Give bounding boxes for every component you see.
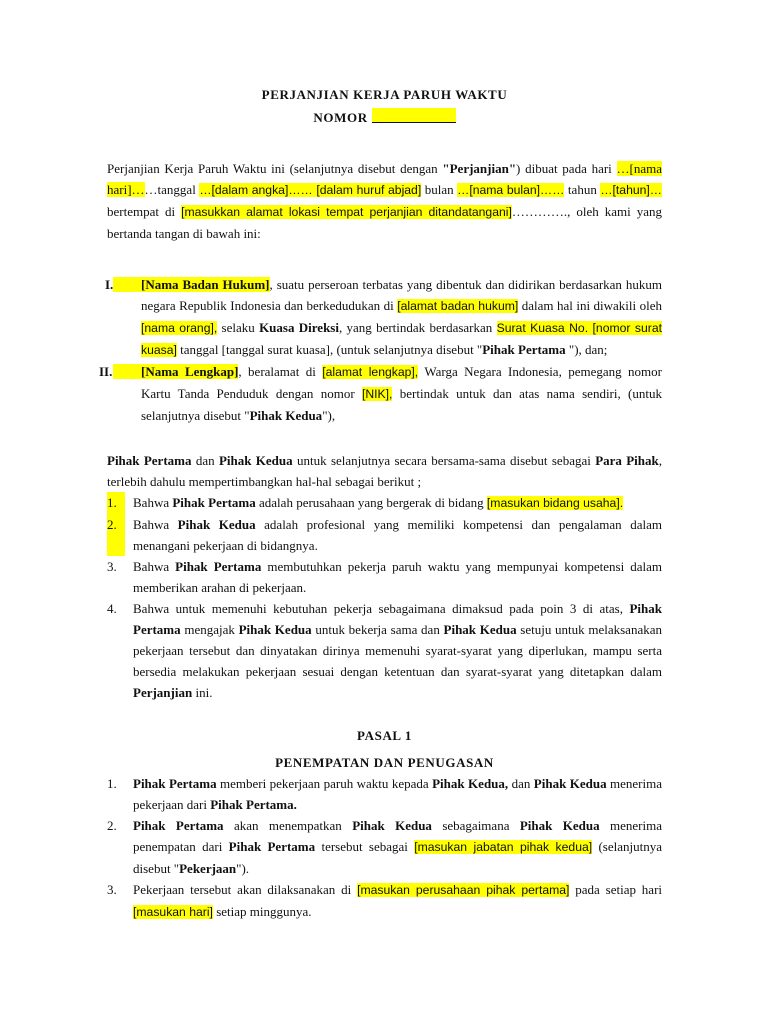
- text-run: adalah profesional yang memiliki kompetensi dan pengalaman dalam menangani pekerjaan di bidangnya.: [133, 517, 662, 553]
- item-number: 1.: [107, 776, 117, 791]
- party1-text: tanggal [tanggal surat kuasa], (untuk selanjutnya disebut ": [176, 342, 483, 357]
- party1-text: "), dan;: [565, 342, 608, 357]
- party-number: I.: [105, 277, 114, 292]
- nomor-label: NOMOR: [313, 110, 368, 125]
- party2-text: bertindak untuk dan atas nama sendiri, (untuk selanjutnya disebut ": [141, 386, 662, 423]
- intro-text: …tanggal: [144, 182, 200, 197]
- bold-term: Pihak Kedua: [238, 622, 312, 637]
- text-run: membutuhkan pekerja paruh waktu yang mempunyai kompetensi dalam memberikan arahan di pekerjaan.: [133, 559, 662, 595]
- intro-text: bertempat di: [107, 204, 182, 219]
- bold-term: Pihak Pertama: [172, 495, 256, 510]
- text-run: memberi pekerjaan paruh waktu kepada: [216, 776, 433, 791]
- party1-text: , yang bertindak berdasarkan: [338, 320, 497, 335]
- party2-text: Warga Negara Indonesia, pemegang nomor Kartu Tanda Penduduk dengan nomor: [141, 364, 662, 401]
- placeholder-alamat-lengkap: [alamat lengkap],: [322, 365, 419, 379]
- text-run: adalah perusahaan yang bergerak di bidang: [255, 495, 487, 510]
- intro-perjanjian-term: "Perjanjian": [442, 161, 517, 176]
- consideration-item: [107, 598, 662, 703]
- text-run: pada setiap hari: [569, 882, 663, 897]
- item-text: [133, 879, 662, 923]
- placeholder-tanggal: …[dalam angka]…… [dalam huruf abjad]: [199, 183, 422, 197]
- placeholder-nama-bulan: …[nama bulan]……: [457, 183, 565, 197]
- kuasa-direksi-term: Kuasa Direksi: [259, 320, 339, 335]
- item-number: 4.: [107, 601, 117, 616]
- nomor-blank-field[interactable]: [372, 108, 456, 123]
- intro-text: tahun: [564, 182, 601, 197]
- text-run: tersebut sebagai: [315, 839, 415, 854]
- party-first: [107, 274, 662, 361]
- item-number: 3.: [107, 882, 117, 897]
- item-number: 1.: [107, 492, 125, 514]
- bold-term: Pihak Kedua: [519, 818, 600, 833]
- text-run: (selanjutnya disebut ": [133, 839, 663, 876]
- placeholder-nama-lengkap: [113, 364, 238, 379]
- placeholder-nama-hari: …[nama hari]…: [107, 161, 662, 197]
- text-run: Bahwa: [133, 559, 176, 574]
- text-run: mengajak: [180, 622, 239, 637]
- text-run: ini.: [192, 685, 213, 700]
- para-text: untuk selanjutnya secara bersama-sama disebut sebagai: [292, 453, 596, 468]
- text-run: dan: [508, 776, 534, 791]
- pekerjaan-term: Pekerjaan: [179, 861, 237, 876]
- item-text: [133, 514, 662, 556]
- text-run: setuju untuk melaksanakan pekerjaan tersebut dan dinyatakan dirinya memenuhi syarat-syarat yang diperlukan, mampu serta bersedia melakukan pekerjaan sesuai dengan ketentuan dan syarat-syarat yang ditetapkan dalam: [133, 622, 662, 679]
- placeholder-alamat-badan-hukum: [alamat badan hukum]: [397, 299, 519, 313]
- bold-term: Pihak Pertama: [133, 818, 224, 833]
- text-run: untuk bekerja sama dan: [311, 622, 444, 637]
- text-run: sebagaimana: [431, 818, 520, 833]
- text-run: setiap minggunya.: [212, 904, 312, 919]
- pasal-item: [107, 815, 662, 879]
- document-page: [99, 84, 663, 923]
- considerations-list: [107, 492, 662, 703]
- party2-text: , beralamat di: [238, 364, 323, 379]
- consideration-item: [107, 492, 662, 514]
- party2-text: "),: [322, 408, 336, 423]
- placeholder-highlight: [masukan bidang usaha].: [486, 496, 624, 510]
- parties-section: [99, 274, 662, 426]
- item-number: 2.: [107, 514, 125, 556]
- text-run: menerima penempatan dari: [133, 818, 662, 854]
- party-number: II.: [99, 364, 113, 379]
- pihak-pertama-term: Pihak Pertama: [107, 453, 192, 468]
- document-title: PERJANJIAN KERJA PARUH WAKTU: [261, 87, 508, 102]
- placeholder-nama-orang: [nama orang],: [141, 321, 218, 335]
- party1-text: selaku: [217, 320, 260, 335]
- bold-term: Perjanjian: [133, 685, 193, 700]
- bold-term: Pihak Kedua: [533, 776, 607, 791]
- text-run: ").: [236, 861, 250, 876]
- item-text: [133, 815, 662, 879]
- placeholder-highlight: [masukan perusahaan pihak pertama]: [357, 883, 570, 897]
- bold-term: Pihak Kedua,: [432, 776, 509, 791]
- intro-text: ) dibuat pada hari: [516, 161, 617, 176]
- pasal-number: PASAL 1: [357, 728, 412, 743]
- pasal-item: [107, 773, 662, 815]
- para-pihak-term: Para Pihak: [595, 453, 659, 468]
- party1-text: , suatu perseroan terbatas yang dibentuk dan didirikan berdasarkan hukum negara Republik Indonesia dan berkedudukan di: [141, 277, 662, 313]
- bold-term: Pihak Kedua: [352, 818, 432, 833]
- pihak-kedua-term: Pihak Kedua: [218, 453, 293, 468]
- placeholder-nik: [NIK],: [361, 387, 393, 401]
- bold-term: Pihak Pertama: [175, 559, 262, 574]
- item-text: [133, 556, 662, 598]
- intro-text: bulan: [421, 182, 458, 197]
- placeholder-highlight: [masukan jabatan pihak kedua]: [414, 840, 593, 854]
- party1-name: [Nama Badan Hukum]: [141, 277, 270, 292]
- document-number: [107, 107, 662, 128]
- text-run: Bahwa: [133, 495, 173, 510]
- item-number: 2.: [107, 818, 117, 833]
- placeholder-nama-badan-hukum: [113, 277, 270, 292]
- item-text: [133, 773, 662, 815]
- para-pihak-paragraph: [107, 450, 662, 492]
- consideration-item: [107, 556, 662, 598]
- para-text: dan: [191, 453, 219, 468]
- bold-term: Pihak Pertama: [133, 601, 662, 637]
- item-number: 3.: [107, 559, 117, 574]
- intro-text: Perjanjian Kerja Paruh Waktu ini (selanjutnya disebut dengan: [107, 161, 443, 176]
- pasal-item: [107, 879, 662, 923]
- party2-name: [Nama Lengkap]: [141, 364, 239, 379]
- placeholder-alamat-lokasi: [masukkan alamat lokasi tempat perjanjian ditandatangani]: [181, 205, 512, 219]
- placeholder-highlight: [masukan hari]: [133, 905, 213, 919]
- bold-term: Pihak Pertama: [133, 776, 217, 791]
- item-text: [133, 492, 662, 514]
- consideration-item: [107, 514, 662, 556]
- bold-term: Pihak Kedua: [177, 517, 256, 532]
- bold-term: Pihak Pertama: [228, 839, 316, 854]
- pihak-pertama-term: Pihak Pertama: [482, 342, 566, 357]
- text-run: Bahwa: [133, 517, 178, 532]
- text-run: menerima pekerjaan dari: [133, 776, 663, 812]
- item-text: [133, 598, 662, 703]
- placeholder-tahun: …[tahun]…: [600, 183, 662, 197]
- text-run: Bahwa untuk memenuhi kebutuhan pekerja sebagaimana dimaksud pada poin 3 di atas,: [133, 601, 630, 616]
- bold-term: Pihak Kedua: [443, 622, 517, 637]
- pihak-kedua-term: Pihak Kedua: [249, 408, 323, 423]
- pasal-heading: PENEMPATAN DAN PENUGASAN: [275, 755, 494, 770]
- party1-text: dalam hal ini diwakili oleh: [518, 298, 662, 313]
- intro-paragraph: [107, 158, 662, 244]
- pasal-items-list: [107, 773, 662, 923]
- party-second: [99, 361, 662, 426]
- placeholder-surat-kuasa: Surat Kuasa No. [nomor surat kuasa]: [141, 321, 662, 357]
- intro-text: …………., oleh kami yang bertanda tangan di bawah ini:: [107, 204, 662, 241]
- text-run: akan menempatkan: [223, 818, 353, 833]
- para-text: , terlebih dahulu mempertimbangkan hal-hal sebagai berikut ;: [107, 453, 662, 489]
- text-run: Pekerjaan tersebut akan dilaksanakan di: [133, 882, 358, 897]
- bold-term: Pihak Pertama.: [210, 797, 297, 812]
